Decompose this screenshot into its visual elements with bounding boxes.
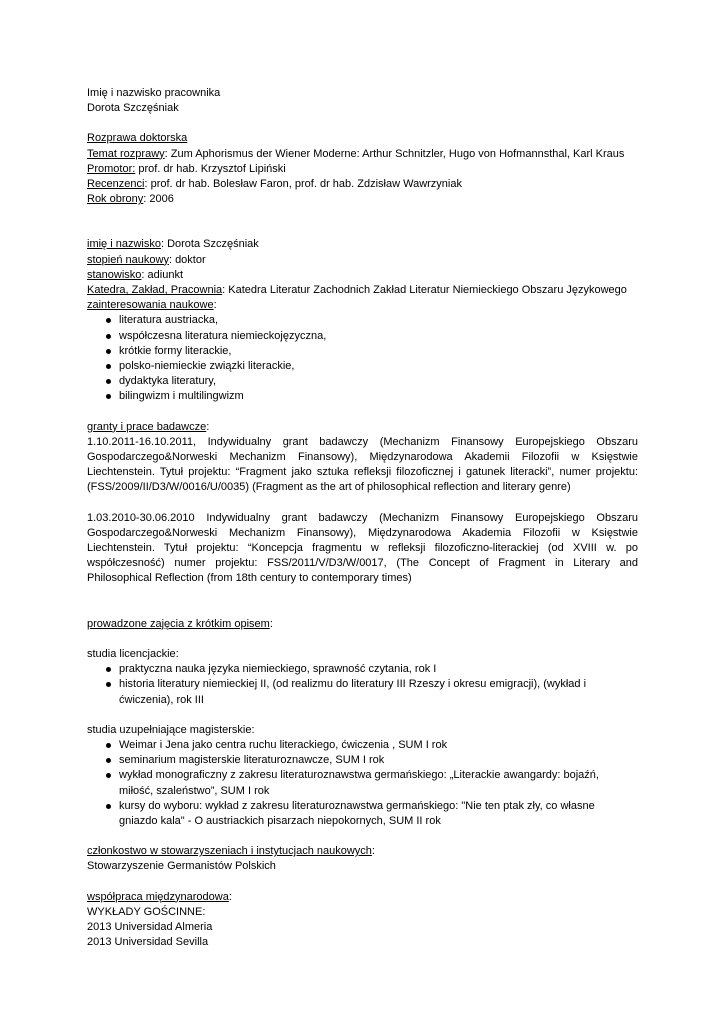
membership-heading: członkostwo w stowarzyszeniach i instytucjach naukowych:: [87, 845, 375, 858]
master-courses-list: [87, 738, 638, 829]
employee-name: Dorota Szczęśniak: [87, 102, 179, 115]
list-item: seminarium magisterskie literaturoznawcze, SUM I rok: [87, 753, 638, 768]
master-studies-label: studia uzupełniające magisterskie:: [87, 723, 255, 736]
promotor-label: Promotor:: [87, 162, 136, 175]
bullet-icon: [106, 318, 111, 323]
cooperation-heading: współpraca międzynarodowa:: [87, 890, 232, 903]
profile-name-value: : Dorota Szczęśniak: [160, 238, 259, 251]
bullet-icon: [106, 758, 111, 763]
topic-value: : Zum Aphorismus der Wiener Moderne: Arthur Schnitzler, Hugo von Hofmannsthal, Karl Kraus: [164, 147, 625, 160]
topic-label: Temat rozprawy: [87, 147, 165, 160]
membership-value: Stowarzyszenie Germanistów Polskich: [87, 860, 276, 873]
bullet-icon: [106, 743, 111, 748]
list-item: krótkie formy literackie,: [87, 344, 638, 359]
bullet-icon: [106, 394, 111, 399]
year-label: Rok obrony: [87, 193, 144, 206]
cooperation-label: współpraca międzynarodowa: [87, 890, 229, 903]
list-item: dydaktyka literatury,: [87, 374, 638, 389]
promotor-value: prof. dr hab. Krzysztof Lipiński: [135, 162, 286, 175]
list-item: bilingwizm i multilingwizm: [87, 389, 638, 404]
bachelor-courses-list: [87, 662, 638, 708]
courses-heading: prowadzone zajęcia z krótkim opisem:: [87, 617, 273, 630]
bullet-icon: [106, 334, 111, 339]
profile-degree: [87, 253, 638, 268]
membership-label: członkostwo w stowarzyszeniach i instytucjach naukowych: [87, 845, 372, 858]
degree-value: : doktor: [168, 253, 206, 266]
grants-heading: granty i prace badawcze:: [87, 420, 210, 433]
profile-position: [87, 268, 638, 283]
bullet-icon: [106, 773, 111, 778]
bachelor-studies-label: studia licencjackie:: [87, 647, 179, 660]
interests-list: [87, 313, 638, 404]
list-item: historia literatury niemieckiej II, (od realizmu do literatury III Rzeszy i okresu emigracji), (wykład i ćwiczenia), rok III: [87, 677, 638, 707]
dissertation-heading: Rozprawa doktorska: [87, 132, 188, 145]
position-label: stanowisko: [87, 268, 142, 281]
profile-name: [87, 237, 638, 252]
reviewers-label: Recenzenci: [87, 178, 145, 191]
dissertation-topic: [87, 147, 638, 162]
employee-name-label: Imię i nazwisko pracownika: [87, 87, 221, 99]
lecture-item: 2013 Universidad Sevilla: [87, 936, 209, 949]
grant-entry-2: 1.03.2010-30.06.2010 Indywidualny grant badawczy (Mechanizm Finansowy Europejskiego Obszaru Gospodarczego&Norweski Mechanizm Finansowy), Międzynarodowa Akademia Filozofii w Księstwie Liechtenstein. Tytuł projektu: “Koncepcja fragmentu w refleksji filozoficzno-literackiej (od XVIII w. po współczesność) numer projektu: FSS/2011/V/D3/W/0017, (The Concept of Fragment in Literary and Philosophical Reflection (from 18th century to contemporary times): [87, 511, 638, 585]
bullet-icon: [106, 804, 111, 809]
grant-entry-1: 1.10.2011-16.10.2011, Indywidualny grant badawczy (Mechanizm Finansowy Europejskiego Obszaru Gospodarczego&Norweski Mechanizm Finansowy), Międzynarodowa Akademii Filozofii w Księstwie Liechtenstein. Tytuł projektu: “Fragment jako sztuka refleksji filozoficznej i gatunek literacki”, numer projektu: (FSS/2009/II/D3/W/0016/U/0035) (Fragment as the art of philosophical reflection and literary genre): [87, 435, 638, 494]
reviewers-value: : prof. dr hab. Bolesław Faron, prof. dr hab. Zdzisław Wawrzyniak: [144, 178, 462, 191]
courses-label: prowadzone zajęcia z krótkim opisem: [87, 617, 270, 630]
list-item: współczesna literatura niemieckojęzyczna,: [87, 329, 638, 344]
lecture-item: 2013 Universidad Almeria: [87, 920, 213, 933]
profile-department: [87, 283, 638, 298]
list-item: kursy do wyboru: wykład z zakresu literaturoznawstwa germańskiego: "Nie ten ptak zły, co własne gniazdo kala" - O austriackich pisarzach niepokornych, SUM II rok: [87, 799, 638, 829]
dissertation-reviewers: [87, 177, 638, 192]
interests-label: zainteresowania naukowe: [87, 299, 214, 312]
position-value: : adiunkt: [141, 268, 184, 281]
list-item: literatura austriacka,: [87, 313, 638, 328]
profile-name-label: imię i nazwisko: [87, 238, 161, 251]
list-item: Weimar i Jena jako centra ruchu literackiego, ćwiczenia , SUM I rok: [87, 738, 638, 753]
department-label: Katedra, Zakład, Pracownia: [87, 284, 223, 297]
dissertation-promotor: [87, 162, 638, 177]
department-value: : Katedra Literatur Zachodnich Zakład Literatur Niemieckiego Obszaru Językowego: [222, 284, 627, 297]
guest-lectures-label: WYKŁADY GOŚCINNE:: [87, 905, 206, 918]
list-item: praktyczna nauka języka niemieckiego, sprawność czytania, rok I: [87, 662, 638, 677]
grants-label: granty i prace badawcze: [87, 420, 207, 433]
bullet-icon: [106, 379, 111, 384]
bullet-icon: [106, 667, 111, 672]
year-value: : 2006: [143, 193, 174, 206]
document-page: [87, 86, 638, 950]
bullet-icon: [106, 364, 111, 369]
degree-label: stopień naukowy: [87, 253, 169, 266]
bullet-icon: [106, 682, 111, 687]
interests-heading: zainteresowania naukowe:: [87, 299, 217, 312]
list-item: wykład monograficzny z zakresu literaturoznawstwa germańskiego: „Literackie awangardy: bojaźń, miłość, szaleństwo”, SUM I rok: [87, 768, 638, 798]
list-item: polsko-niemieckie związki literackie,: [87, 359, 638, 374]
bullet-icon: [106, 349, 111, 354]
dissertation-year: [87, 192, 638, 207]
